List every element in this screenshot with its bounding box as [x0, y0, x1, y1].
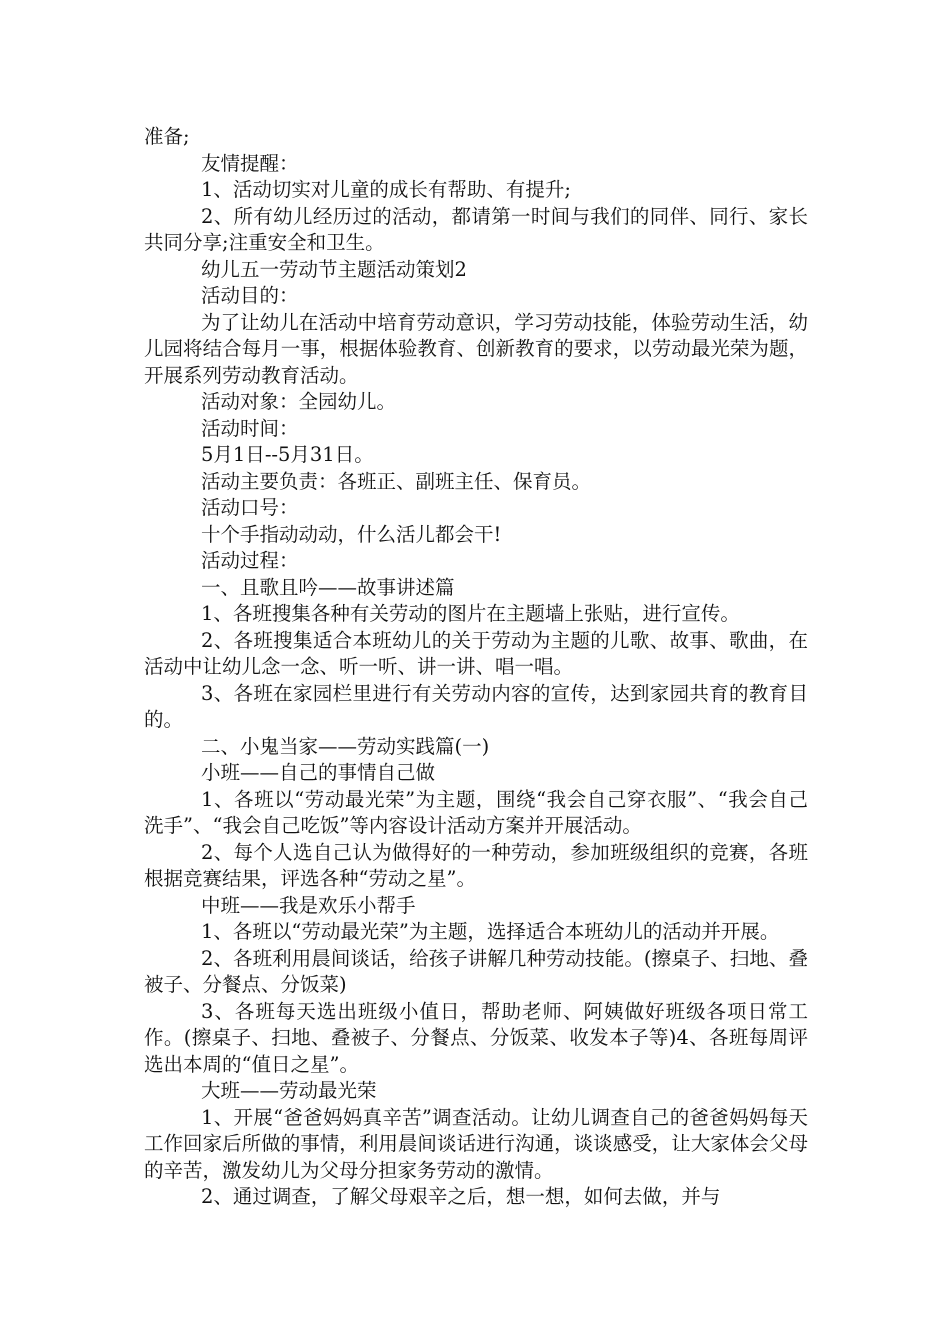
paragraph: 活动口号： — [201, 496, 299, 519]
paragraph: 5月1日--5月31日。 — [201, 443, 374, 466]
paragraph: 二、小鬼当家——劳动实践篇(一) — [201, 734, 490, 758]
paragraph: 为了让幼儿在活动中培育劳动意识，学习劳动技能，体验劳动生活，幼儿园将结合每月一事，根据体验教育、创新教育的要求，以劳动最光荣为题，开展系列劳动教育活动。 — [144, 310, 808, 387]
paragraph: 十个手指动动动，什么活儿都会干! — [201, 522, 502, 546]
paragraph: 友情提醒： — [201, 151, 299, 175]
paragraph: 2、每个人选自己认为做得好的一种劳动，参加班级组织的竞赛，各班根据竞赛结果，评选各种“劳动之星”。 — [144, 840, 808, 890]
paragraph: 1、开展“爸爸妈妈真辛苦”调查活动。让幼儿调查自己的爸爸妈妈每天工作回家后所做的事情，利用晨间谈话进行沟通，谈谈感受，让大家体会父母的辛苦，激发幼儿为父母分担家务劳动的激情。 — [144, 1105, 808, 1182]
paragraph: 活动时间： — [201, 416, 299, 440]
paragraph: 1、各班以“劳动最光荣”为主题，选择适合本班幼儿的活动并开展。 — [201, 920, 780, 943]
paragraph: 3、各班在家园栏里进行有关劳动内容的宣传，达到家园共育的教育目的。 — [144, 681, 808, 731]
paragraph: 2、各班利用晨间谈话，给孩子讲解几种劳动技能。(擦桌子、扫地、叠被子、分餐点、分饭菜) — [144, 946, 808, 996]
paragraph: 2、通过调查，了解父母艰辛之后，想一想，如何去做，并与 — [201, 1185, 721, 1208]
document-body — [144, 124, 808, 1211]
paragraph: 3、各班每天选出班级小值日，帮助老师、阿姨做好班级各项日常工作。(擦桌子、扫地、叠被子、分餐点、分饭菜、收发本子等)4、各班每周评选出本周的“值日之星”。 — [144, 999, 808, 1076]
paragraph: 1、活动切实对儿童的成长有帮助、有提升; — [201, 178, 571, 201]
paragraph: 1、各班搜集各种有关劳动的图片在主题墙上张贴，进行宣传。 — [201, 602, 740, 625]
paragraph: 小班——自己的事情自己做 — [201, 761, 436, 784]
paragraph: 2、所有幼儿经历过的活动，都请第一时间与我们的同伴、同行、家长共同分享;注重安全和卫生。 — [144, 204, 808, 254]
paragraph: 一、且歌且吟——故事讲述篇 — [201, 575, 455, 599]
paragraph: 准备; — [144, 125, 190, 148]
paragraph: 2、各班搜集适合本班幼儿的关于劳动为主题的儿歌、故事、歌曲，在活动中让幼儿念一念、听一听、讲一讲、唱一唱。 — [144, 628, 808, 678]
paragraph: 1、各班以“劳动最光荣”为主题，围绕“我会自己穿衣服”、“我会自己洗手”、“我会自己吃饭”等内容设计活动方案并开展活动。 — [144, 787, 808, 837]
paragraph: 活动主要负责：各班正、副班主任、保育员。 — [201, 469, 592, 493]
paragraph: 活动对象：全园幼儿。 — [201, 390, 397, 413]
paragraph: 中班——我是欢乐小帮手 — [201, 893, 416, 917]
paragraph: 活动目的： — [201, 284, 299, 307]
paragraph: 活动过程： — [201, 549, 299, 572]
paragraph: 大班——劳动最光荣 — [201, 1079, 377, 1102]
paragraph: 幼儿五一劳动节主题活动策划2 — [201, 257, 467, 281]
